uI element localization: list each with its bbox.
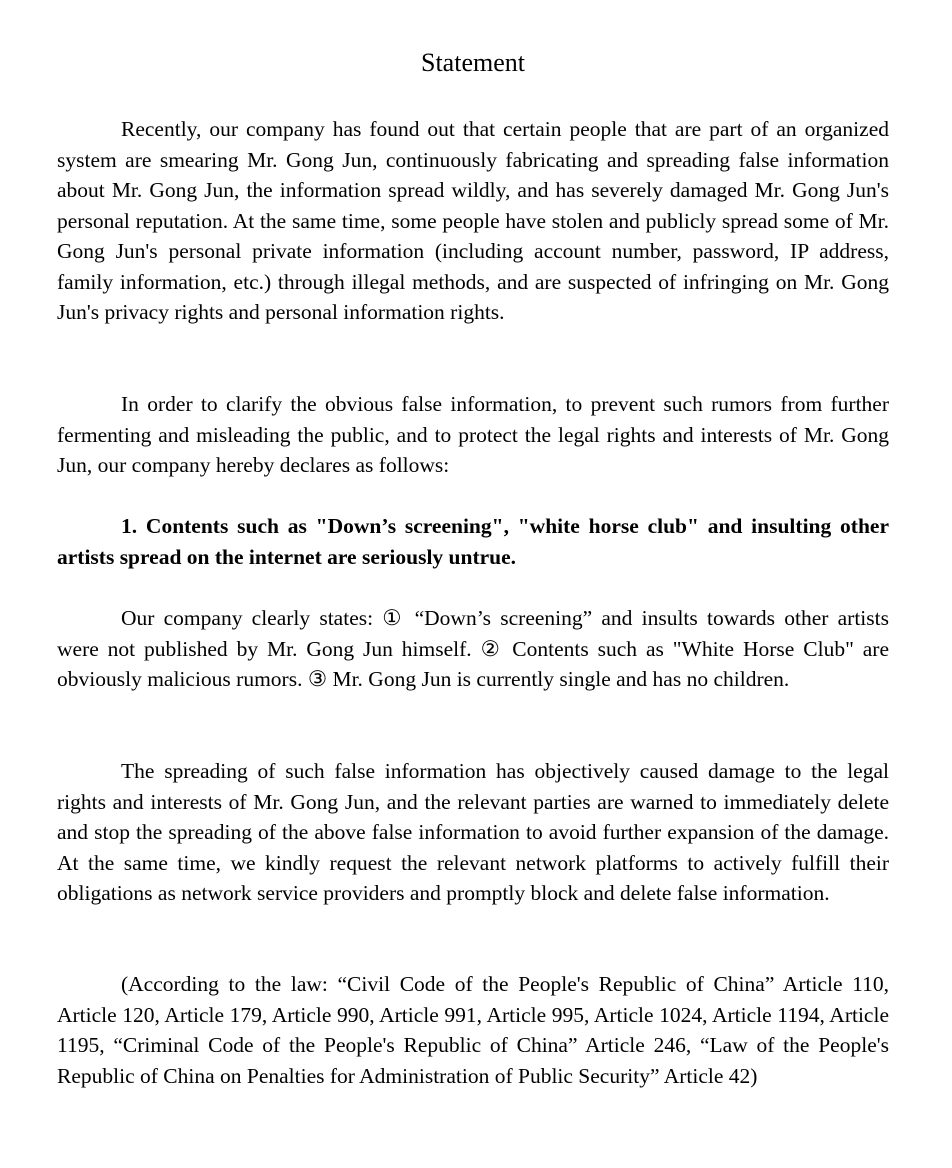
paragraph-background: Recently, our company has found out that certain people that are part of an organized system are smearing Mr. Gong Jun, continuously fabricating and spreading false information about Mr. Gong Jun, the information spread wildly, and has severely damaged Mr. Gong Jun's personal reputation. At the same time, some people have stolen and publicly spread some of Mr. Gong Jun's personal private information (including account number, password, IP address, family information, etc.) through illegal methods, and are suspected of infringing on Mr. Gong Jun's privacy rights and personal information rights. (57, 117, 889, 324)
paragraph-clarifications: Our company clearly states: ① “Down’s screening” and insults towards other artists were not published by Mr. Gong Jun himself. ② Contents such as "White Horse Club" are obviously malicious rumors. ③ Mr. Gong Jun is currently single and has no children. (57, 606, 889, 691)
document-title: Statement (421, 48, 525, 77)
paragraph-legal-basis: (According to the law: “Civil Code of the People's Republic of China” Article 110, Article 120, Article 179, Article 990, Article 991, Article 995, Article 1024, Article 1194, Article 1195, “Criminal Code of the People's Republic of China” Article 246, “Law of the People's Republic of China on Penalties for Administration of Public Security” Article 42) (57, 972, 889, 1088)
paragraph-warning: The spreading of such false information has objectively caused damage to the legal rights and interests of Mr. Gong Jun, and the relevant parties are warned to immediately delete and stop the spreading of the above false information to avoid further expansion of the damage. At the same time, we kindly request the relevant network platforms to actively fulfill their obligations as network service providers and promptly block and delete false information. (57, 759, 889, 905)
paragraph-purpose: In order to clarify the obvious false information, to prevent such rumors from further fermenting and misleading the public, and to protect the legal rights and interests of Mr. Gong Jun, our company hereby declares as follows: (57, 392, 889, 477)
paragraph-declaration-heading: 1. Contents such as "Down’s screening", "white horse club" and insulting other artists spread on the internet are seriously untrue. (57, 514, 889, 569)
